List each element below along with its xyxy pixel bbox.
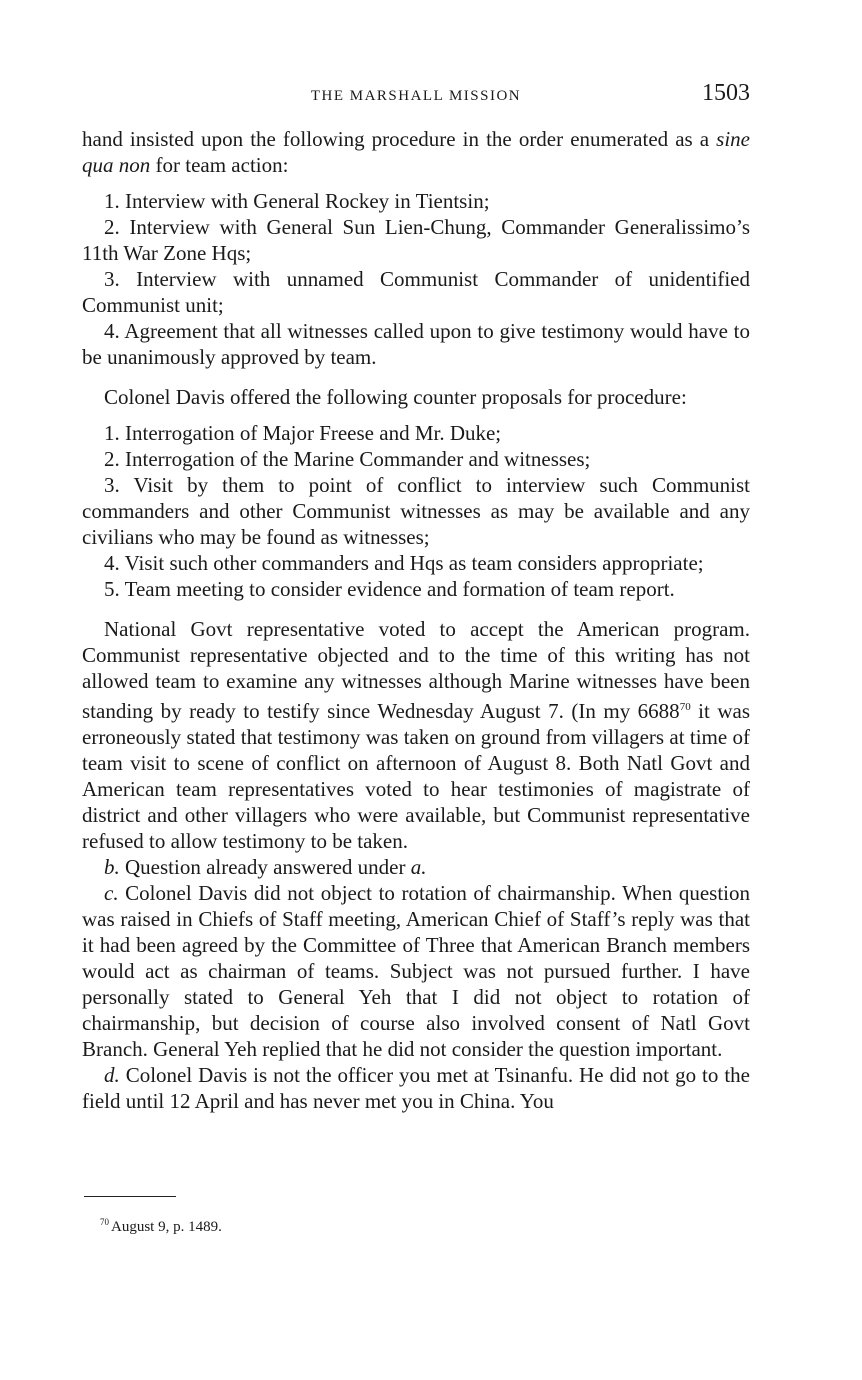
paragraph-b-label: b. — [104, 855, 120, 879]
paragraph-c — [82, 880, 750, 1062]
list-item: 3. Interview with unnamed Communist Commander of unidentified Communist unit; — [82, 267, 750, 317]
intro-text-after: for team action: — [150, 153, 289, 177]
list-item: 2. Interview with General Sun Lien-Chung, Commander Generalissimo’s 11th War Zone Hqs; — [82, 215, 750, 265]
page-number: 1503 — [702, 80, 750, 106]
list-item: 4. Visit such other commanders and Hqs as team considers appropriate; — [104, 551, 704, 575]
paragraph-b — [82, 854, 750, 880]
vote-text-after: it was erroneously stated that testimony was taken on ground from villagers at time of team visit to scene of conflict on afternoon of August 8. Both Natl Govt and American team representatives voted to hear testimonies of magistrate of district and other villagers who were available, but Communist representative refused to allow testimony to be taken. — [82, 699, 751, 853]
paragraph-d-text: Colonel Davis is not the officer you met at Tsinanfu. He did not go to the field until 12 April and has never met you in China. You — [82, 1063, 750, 1113]
paragraph-c-label: c. — [104, 881, 119, 905]
intro-text-before: hand insisted upon the following procedure in the order enumerated as a — [82, 127, 717, 151]
paragraph-d — [82, 1062, 750, 1114]
running-head: THE MARSHALL MISSION — [310, 88, 522, 104]
vote-text-before: National Govt representative voted to accept the American program. Communist representative objected and to the time of this writing has not allowed team to examine any witnesses although Marine witnesses have been standing by ready to testify since Wednesday August 7. (In my 6688 — [82, 617, 750, 723]
counter-proposal-list — [82, 420, 750, 602]
footnote — [100, 1212, 222, 1237]
vote-paragraph — [82, 616, 750, 854]
page-header — [82, 80, 750, 116]
paragraph-d-label: d. — [104, 1063, 120, 1087]
list-item: 3. Visit by them to point of conflict to interview such Communist commanders and other Communist witnesses as may be available and any civilians who may be found as witnesses; — [82, 473, 750, 549]
body-text — [82, 126, 750, 1114]
footnote-divider — [84, 1196, 176, 1197]
list-item: 4. Agreement that all witnesses called upon to give testimony would have to be unanimously approved by team. — [82, 319, 750, 369]
footnote-reference: 70 — [679, 701, 691, 713]
paragraph-b-emphasis: a. — [410, 855, 427, 879]
paragraph-b-text-before: Question already answered under — [119, 855, 411, 879]
procedure-list — [82, 188, 750, 370]
counter-proposal-intro: Colonel Davis offered the following counter proposals for procedure: — [104, 385, 687, 409]
list-item: 2. Interrogation of the Marine Commander and witnesses; — [104, 447, 591, 471]
footnote-text: August 9, p. 1489. — [111, 1219, 222, 1235]
intro-emphasis: sine qua non — [82, 127, 750, 177]
paragraph-c-text: Colonel Davis did not object to rotation of chairmanship. When question was raised in Chiefs of Staff meeting, American Chief of Staff’s reply was that it had been agreed by the Committee of Three that American Branch members would act as chairman of teams. Subject was not pursued further. I have personally stated to General Yeh that I did not object to rotation of chairmanship, but decision of course also involved consent of Natl Govt Branch. General Yeh replied that he did not consider the question important. — [82, 881, 750, 1061]
list-item: 5. Team meeting to consider evidence and formation of team report. — [104, 577, 675, 601]
footnote-marker: 70 — [100, 1217, 109, 1227]
list-item: 1. Interview with General Rockey in Tientsin; — [104, 189, 490, 213]
intro-paragraph — [82, 126, 750, 178]
list-item: 1. Interrogation of Major Freese and Mr. Duke; — [104, 421, 502, 445]
